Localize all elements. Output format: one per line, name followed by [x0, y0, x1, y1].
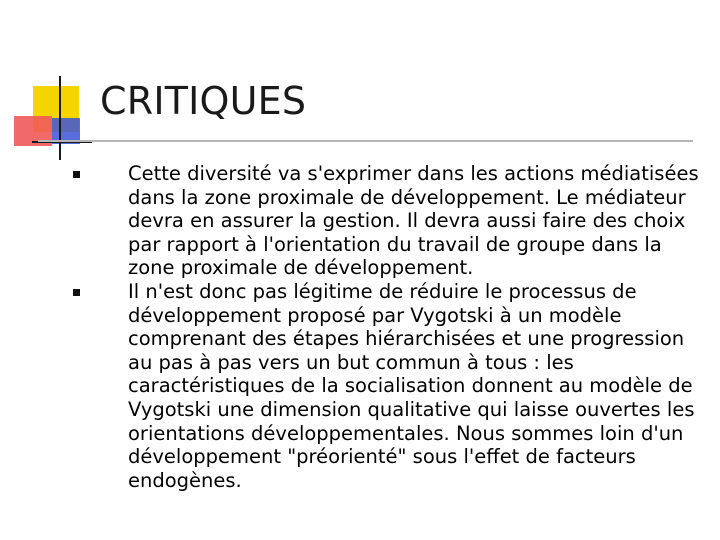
square-bullet-icon — [73, 171, 80, 178]
square-bullet-icon — [73, 289, 80, 296]
bullet-text: Il n'est donc pas légitime de réduire le processus de développement proposé par Vygotski à un modèle comprenant des étapes hiérarchisées et une progression au pas à pas vers un but commun à tous : les caractéristiques de la socialisation donnent au modèle de Vygotski une dimension qualitative qui laisse ouvertes les orientations développementales. Nous sommes loin d'un développement "préorienté" sous l'effet de facteurs endogènes. — [128, 279, 695, 492]
slide-title: CRITIQUES — [100, 79, 307, 123]
title-underline — [38, 140, 693, 142]
bullet-item — [70, 162, 700, 280]
slide-logo-icon — [0, 0, 100, 170]
bullet-item — [70, 280, 700, 492]
bullet-text: Cette diversité va s'exprimer dans les actions médiatisées dans la zone proximale de développement. Le médiateur devra en assurer la gestion. Il devra aussi faire des choix par rapport à l'orientation du travail de groupe dans la zone proximale de développement. — [128, 162, 699, 280]
bullet-list — [70, 162, 700, 492]
